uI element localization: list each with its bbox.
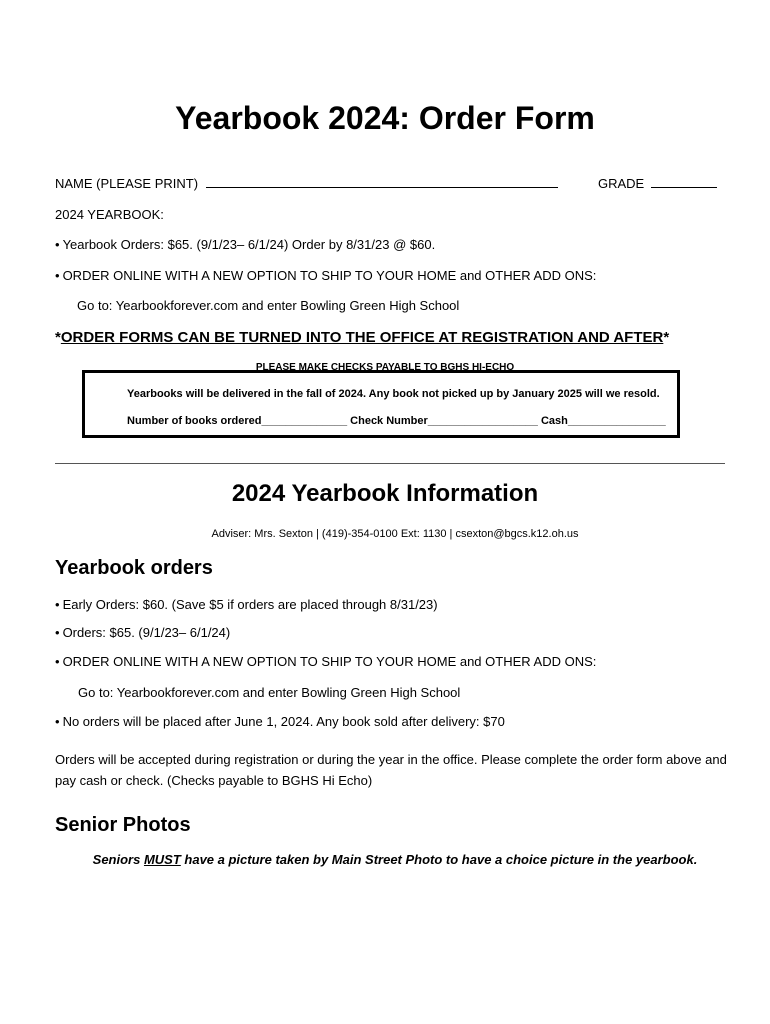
yearbook-orders-text: Yearbook Orders: $65. (9/1/23– 6/1/24) Order by 8/31/23 @ $60.	[62, 237, 436, 252]
yearbook-label: 2024 YEARBOOK:	[55, 207, 164, 222]
books-ordered-line[interactable]: Number of books ordered______________ Check Number__________________ Cash________________	[127, 415, 666, 427]
order-detail-box	[82, 370, 680, 438]
page-title: Yearbook 2024: Order Form	[175, 100, 595, 136]
notice-suffix: *	[663, 329, 670, 346]
no-orders-text: No orders will be placed after June 1, 2024. Any book sold after delivery: $70	[62, 714, 505, 729]
list-item	[55, 625, 230, 640]
order-online-text: ORDER ONLINE WITH A NEW OPTION TO SHIP TO YOUR HOME and OTHER ADD ONS:	[62, 268, 597, 283]
list-item	[55, 654, 596, 669]
list-item	[55, 268, 596, 283]
checks-payable-text: PLEASE MAKE CHECKS PAYABLE TO BGHS HI-ECHO	[255, 362, 515, 370]
name-field-row	[55, 176, 558, 191]
bullet-icon: •	[55, 654, 60, 669]
note-pre: Seniors	[92, 852, 144, 867]
orders-paragraph-line-2: pay cash or check. (Checks payable to BGHS Hi Echo)	[55, 773, 373, 788]
senior-photos-heading: Senior Photos	[55, 814, 191, 836]
office-notice	[55, 329, 669, 346]
name-label: NAME (PLEASE PRINT)	[55, 176, 199, 191]
bullet-icon: •	[55, 714, 60, 729]
list-item	[55, 237, 435, 252]
grade-label: GRADE	[598, 176, 645, 191]
divider	[55, 463, 725, 464]
bullet-icon: •	[55, 625, 60, 640]
info-heading: 2024 Yearbook Information	[231, 480, 539, 507]
goto-text: Go to: Yearbookforever.com and enter Bowling Green High School	[77, 298, 460, 313]
bullet-icon: •	[55, 597, 60, 612]
grade-input-line[interactable]	[651, 176, 717, 188]
regular-orders-text: Orders: $65. (9/1/23– 6/1/24)	[62, 625, 231, 640]
grade-field-row	[598, 176, 717, 191]
note-must: MUST	[143, 852, 181, 867]
bullet-icon: •	[55, 237, 60, 252]
name-input-line[interactable]	[206, 176, 558, 188]
note-post: have a picture taken by Main Street Photo to have a choice picture in the yearbook.	[180, 852, 698, 867]
order-online-text-2: ORDER ONLINE WITH A NEW OPTION TO SHIP TO YOUR HOME and OTHER ADD ONS:	[62, 654, 597, 669]
yearbook-orders-heading: Yearbook orders	[55, 557, 213, 579]
senior-photos-note	[0, 852, 770, 867]
adviser-contact: Adviser: Mrs. Sexton | (419)-354-0100 Ext: 1130 | csexton@bgcs.k12.oh.us	[211, 528, 579, 540]
delivery-text: Yearbooks will be delivered in the fall of 2024. Any book not picked up by January 2025 will we resold.	[127, 388, 660, 400]
early-orders-text: Early Orders: $60. (Save $5 if orders are placed through 8/31/23)	[62, 597, 438, 612]
list-item	[55, 597, 438, 612]
orders-paragraph-line-1: Orders will be accepted during registration or during the year in the office. Please complete the order form above and	[55, 752, 727, 767]
bullet-icon: •	[55, 268, 60, 283]
notice-text: ORDER FORMS CAN BE TURNED INTO THE OFFICE AT REGISTRATION AND AFTER	[60, 329, 664, 346]
notice-prefix: *	[55, 329, 61, 346]
goto-text-2: Go to: Yearbookforever.com and enter Bowling Green High School	[78, 685, 461, 700]
list-item	[55, 714, 505, 729]
